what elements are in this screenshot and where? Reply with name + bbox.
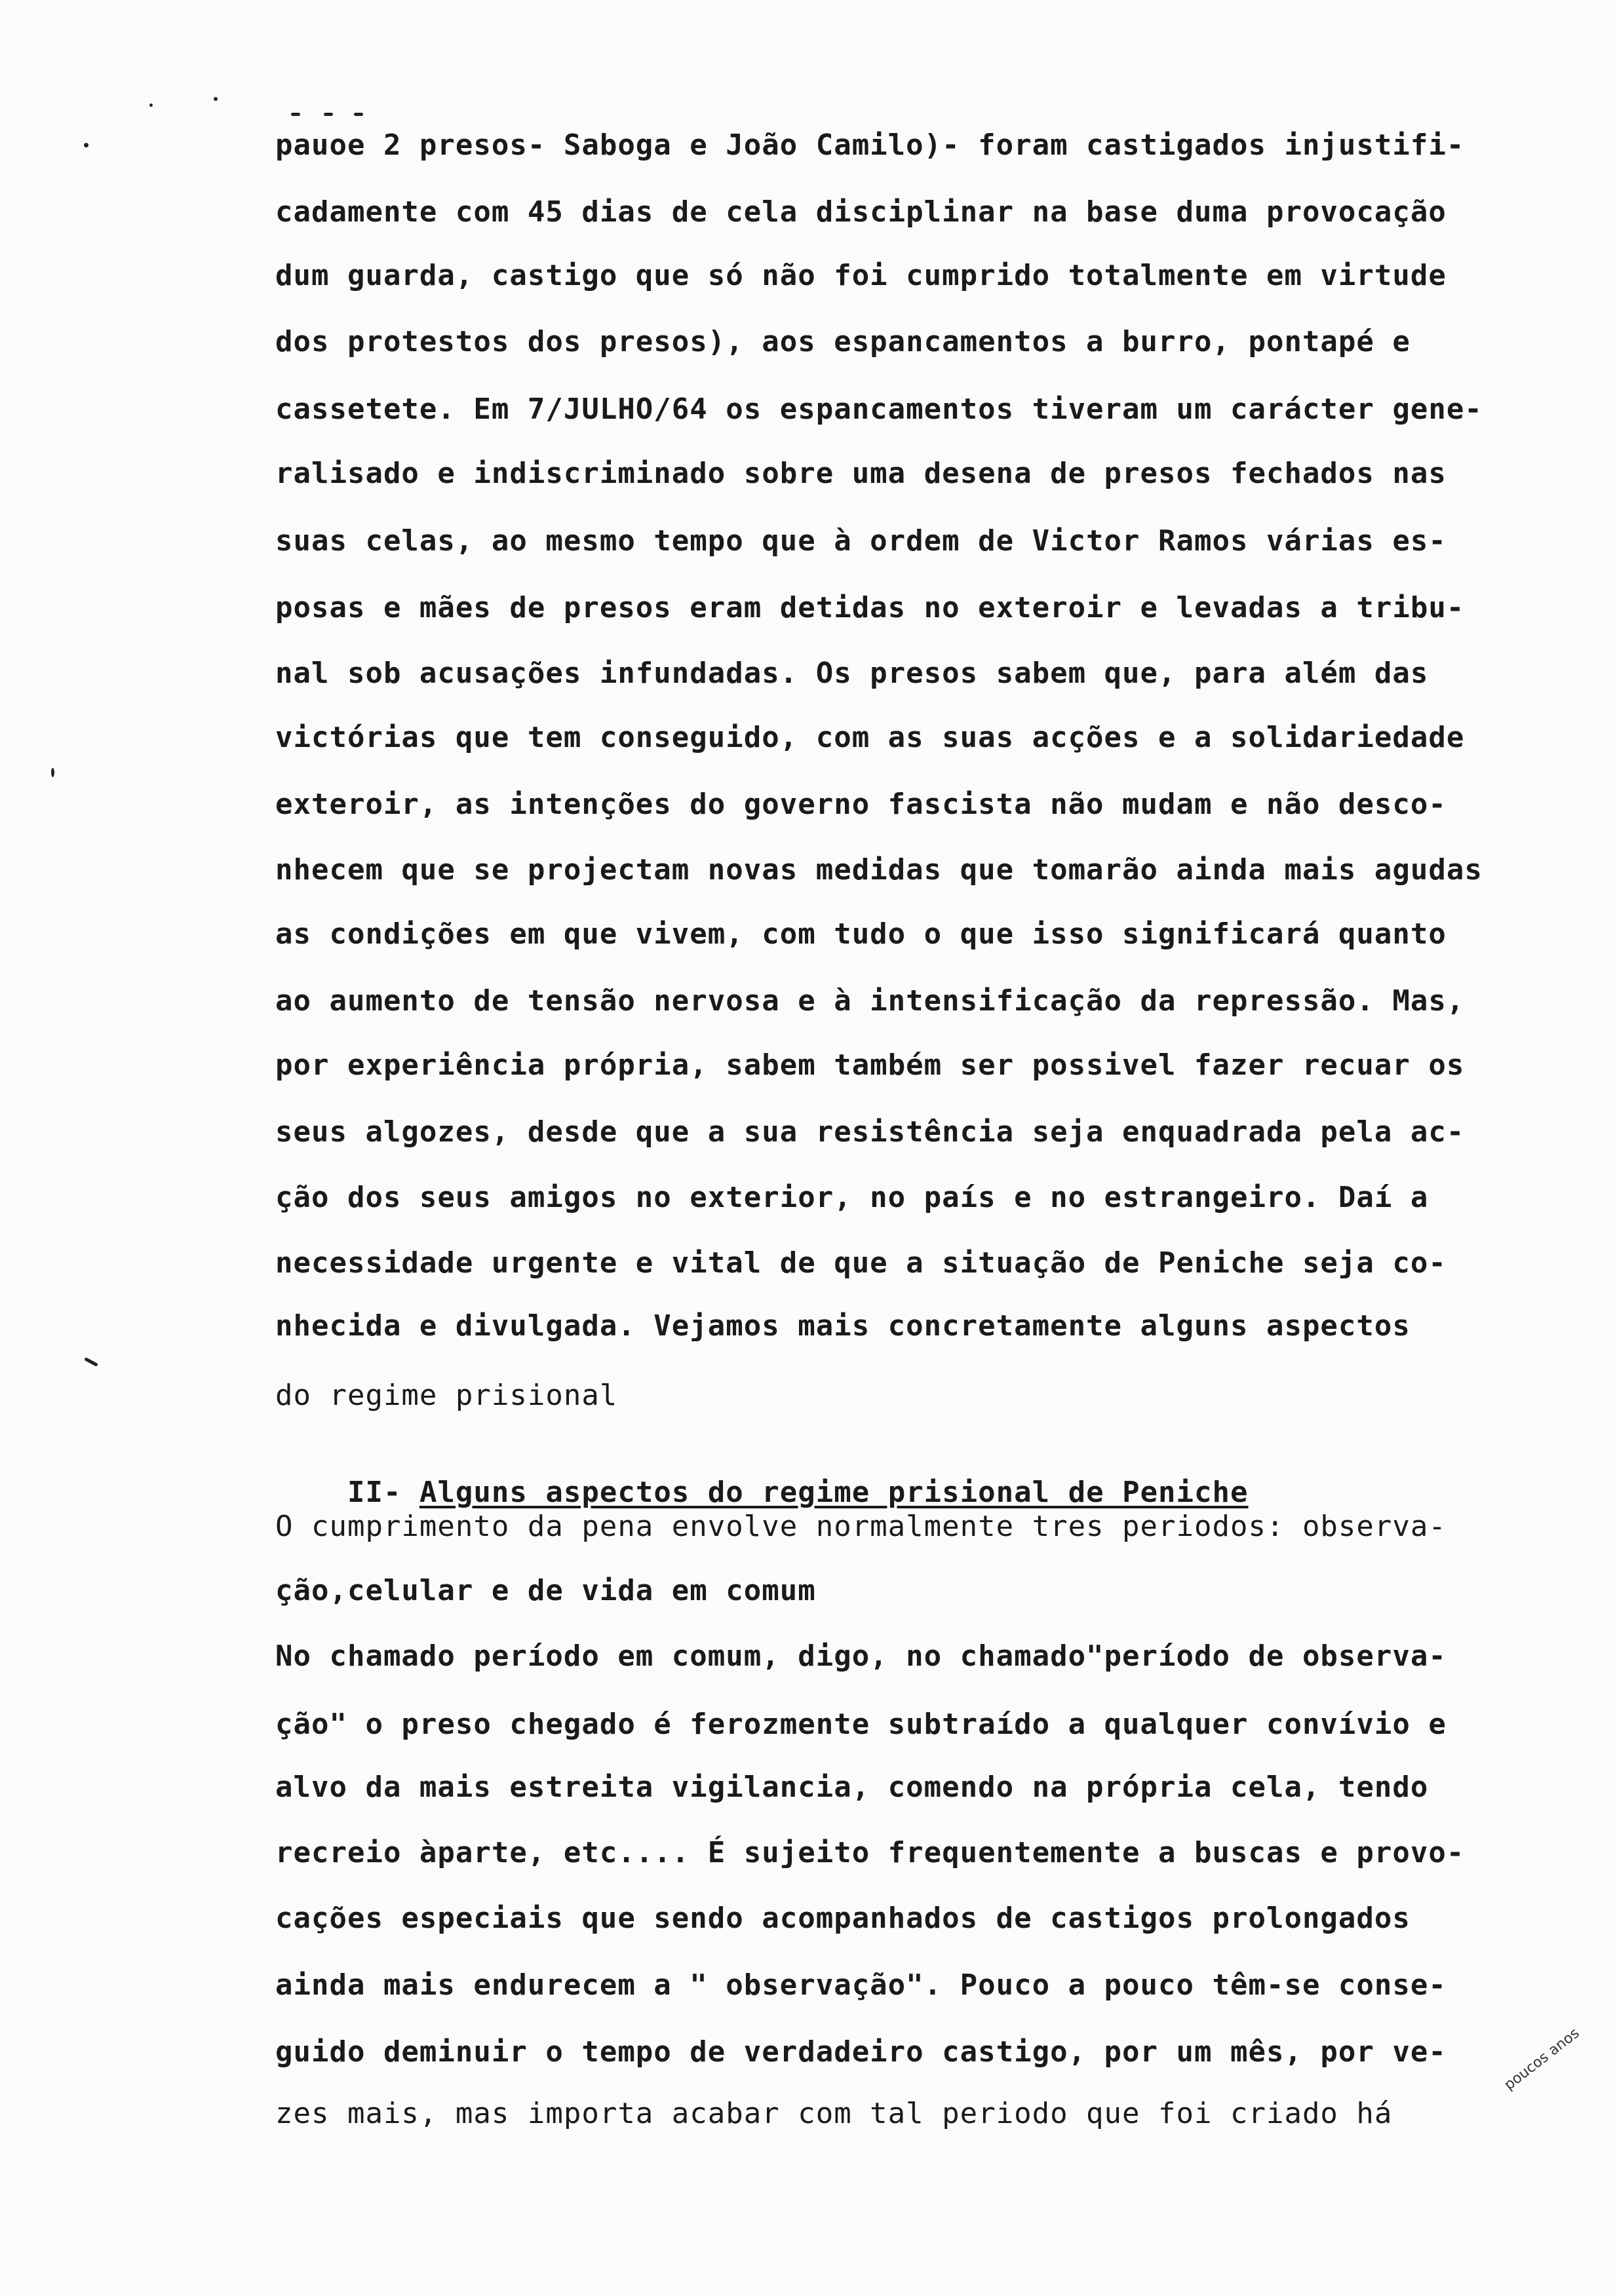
scan-mark [291, 113, 300, 116]
text-line: cações especiais que sendo acompanhados de castigos prolongados [275, 1902, 1411, 1935]
text-line: O cumprimento da pena envolve normalmente tres periodos: observa- [275, 1510, 1447, 1543]
text-line: ralisado e indiscriminado sobre uma desena de presos fechados nas [275, 457, 1447, 490]
text-line: pauoe 2 presos- Saboga e João Camilo)- foram castigados injustifi- [275, 128, 1465, 162]
text-line: as condições em que vivem, com tudo o que isso significará quanto [275, 917, 1447, 951]
scan-speck [51, 768, 54, 777]
text-line: dum guarda, castigo que só não foi cumprido totalmente em virtude [275, 259, 1447, 292]
text-line: ção" o preso chegado é ferozmente subtraído a qualquer convívio e [275, 1708, 1447, 1741]
text-line: alvo da mais estreita vigilancia, comendo na própria cela, tendo [275, 1770, 1429, 1804]
text-line: ção,celular e de vida em comum [275, 1574, 816, 1607]
text-line: por experiência própria, sabem também ser possivel fazer recuar os [275, 1048, 1465, 1082]
text-line: nhecida e divulgada. Vejamos mais concretamente alguns aspectos [275, 1309, 1411, 1343]
handwritten-margin-note: poucos anos [1501, 2025, 1583, 2094]
scan-mark [84, 1357, 98, 1367]
text-line: ao aumento de tensão nervosa e à intensificação da repressão. Mas, [275, 984, 1465, 1018]
text-line: dos protestos dos presos), aos espancamentos a burro, pontapé e [275, 325, 1411, 358]
scan-speck [214, 97, 218, 101]
text-line: cadamente com 45 dias de cela disciplinar na base duma provocação [275, 195, 1447, 229]
scan-speck [84, 143, 88, 147]
text-line: nhecem que se projectam novas medidas que tomarão ainda mais agudas [275, 853, 1483, 887]
text-line: zes mais, mas importa acabar com tal periodo que foi criado há [275, 2097, 1393, 2130]
text-line: cassetete. Em 7/JULHO/64 os espancamentos tiveram um carácter gene- [275, 392, 1483, 426]
text-line: guido deminuir o tempo de verdadeiro castigo, por um mês, por ve- [275, 2035, 1447, 2069]
scan-speck [149, 104, 153, 107]
scan-mark [354, 113, 363, 116]
text-line: ção dos seus amigos no exterior, no país e no estrangeiro. Daí a [275, 1181, 1429, 1214]
text-line: seus algozes, desde que a sua resistência seja enquadrada pela ac- [275, 1115, 1465, 1149]
text-line: exteroir, as intenções do governo fascista não mudam e não desco- [275, 788, 1447, 821]
text-line: suas celas, ao mesmo tempo que à ordem de Victor Ramos várias es- [275, 524, 1447, 558]
section-heading-title: Alguns aspectos do regime prisional de Peniche [419, 1476, 1249, 1509]
text-line: No chamado período em comum, digo, no chamado"período de observa- [275, 1639, 1447, 1673]
section-number: II- [347, 1476, 402, 1509]
text-line: victórias que tem conseguido, com as suas acções e a solidariedade [275, 721, 1465, 754]
text-line: ainda mais endurecem a " observação". Pouco a pouco têm-se conse- [275, 1968, 1447, 2002]
scan-mark [324, 113, 333, 116]
text-line: do regime prisional [275, 1379, 618, 1412]
text-line: necessidade urgente e vital de que a situação de Peniche seja co- [275, 1246, 1447, 1280]
text-line: recreio àparte, etc.... É sujeito frequentemente a buscas e provo- [275, 1836, 1465, 1869]
text-line: posas e mães de presos eram detidas no exteroir e levadas a tribu- [275, 591, 1465, 624]
text-line: nal sob acusações infundadas. Os presos sabem que, para além das [275, 657, 1429, 690]
